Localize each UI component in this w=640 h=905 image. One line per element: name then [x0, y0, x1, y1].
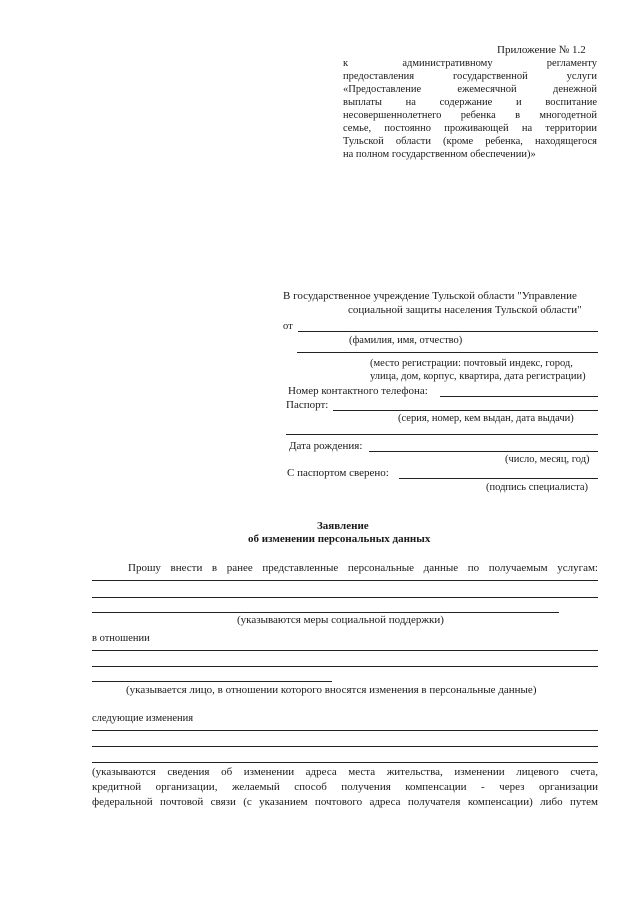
appendix-line: «Предоставление ежемесячной денежной	[343, 84, 597, 95]
changes-hint-line: кредитной организации, желаемый способ получения компенсации - через организации	[92, 781, 598, 793]
verified-hint: (подпись специалиста)	[486, 482, 589, 493]
services-field-3[interactable]	[92, 612, 559, 613]
person-field-2[interactable]	[92, 666, 598, 667]
registration-field[interactable]	[297, 352, 598, 353]
appendix-line: выплаты на содержание и воспитание	[343, 97, 597, 108]
statement-subtitle: об изменении персональных данных	[248, 533, 431, 545]
addressee-line-1: В государственное учреждение Тульской области "Управление	[283, 290, 577, 302]
birth-field[interactable]	[369, 451, 598, 452]
changes-hint-line: (указываются сведения об изменении адреса места жительства, изменении лицевого счета,	[92, 766, 598, 778]
passport-label: Паспорт:	[286, 399, 329, 411]
appendix-line: на полном государственном обеспечении)»	[343, 149, 536, 160]
appendix-line: Тульской области (кроме ребенка, находящегося	[343, 136, 597, 147]
statement-title: Заявление	[317, 520, 369, 532]
appendix-line: семье, постоянно проживающей на территории	[343, 123, 597, 134]
passport-field[interactable]	[333, 410, 598, 411]
passport-hint: (серия, номер, кем выдан, дата выдачи)	[398, 413, 574, 424]
appendix-text	[343, 57, 597, 161]
phone-field[interactable]	[440, 396, 598, 397]
changes-label: следующие изменения	[92, 713, 194, 724]
changes-field-2[interactable]	[92, 746, 598, 747]
appendix-line: предоставления государственной услуги	[343, 71, 597, 82]
birth-label: Дата рождения:	[289, 440, 363, 452]
person-field-3[interactable]	[92, 681, 332, 682]
appendix-line: несовершеннолетнего ребенка в многодетной	[343, 110, 597, 121]
appendix-line: к административному регламенту	[343, 58, 597, 69]
changes-field-3[interactable]	[92, 762, 598, 763]
changes-hint-line: федеральной почтовой связи (с указанием почтового адреса получателя компенсации) либо путем	[92, 796, 598, 808]
passport-field-2[interactable]	[286, 434, 598, 435]
fio-hint: (фамилия, имя, отчество)	[349, 335, 463, 346]
fio-field[interactable]	[298, 331, 598, 332]
services-field-2[interactable]	[92, 597, 598, 598]
from-label: от	[283, 321, 293, 332]
specialist-signature-field[interactable]	[399, 478, 598, 479]
changes-field-1[interactable]	[92, 730, 598, 731]
regarding-label: в отношении	[92, 633, 150, 644]
person-field-1[interactable]	[92, 650, 598, 651]
phone-label: Номер контактного телефона:	[288, 385, 428, 397]
changes-hint	[92, 765, 598, 810]
birth-hint: (число, месяц, год)	[505, 454, 590, 465]
addressee-line-2: социальной защиты населения Тульской области"	[348, 304, 582, 316]
registration-hint-2: улица, дом, корпус, квартира, дата регистрации)	[370, 371, 586, 382]
person-hint: (указывается лицо, в отношении которого вносятся изменения в персональные данные)	[126, 684, 537, 696]
services-field-1[interactable]	[92, 580, 598, 581]
registration-hint-1: (место регистрации: почтовый индекс, город,	[370, 358, 573, 369]
appendix-title: Приложение № 1.2	[497, 44, 586, 56]
request-text: Прошу внести в ранее представленные персональные данные по получаемым услугам:	[128, 562, 598, 574]
verified-label: С паспортом сверено:	[287, 467, 389, 479]
measures-hint: (указываются меры социальной поддержки)	[237, 614, 444, 626]
